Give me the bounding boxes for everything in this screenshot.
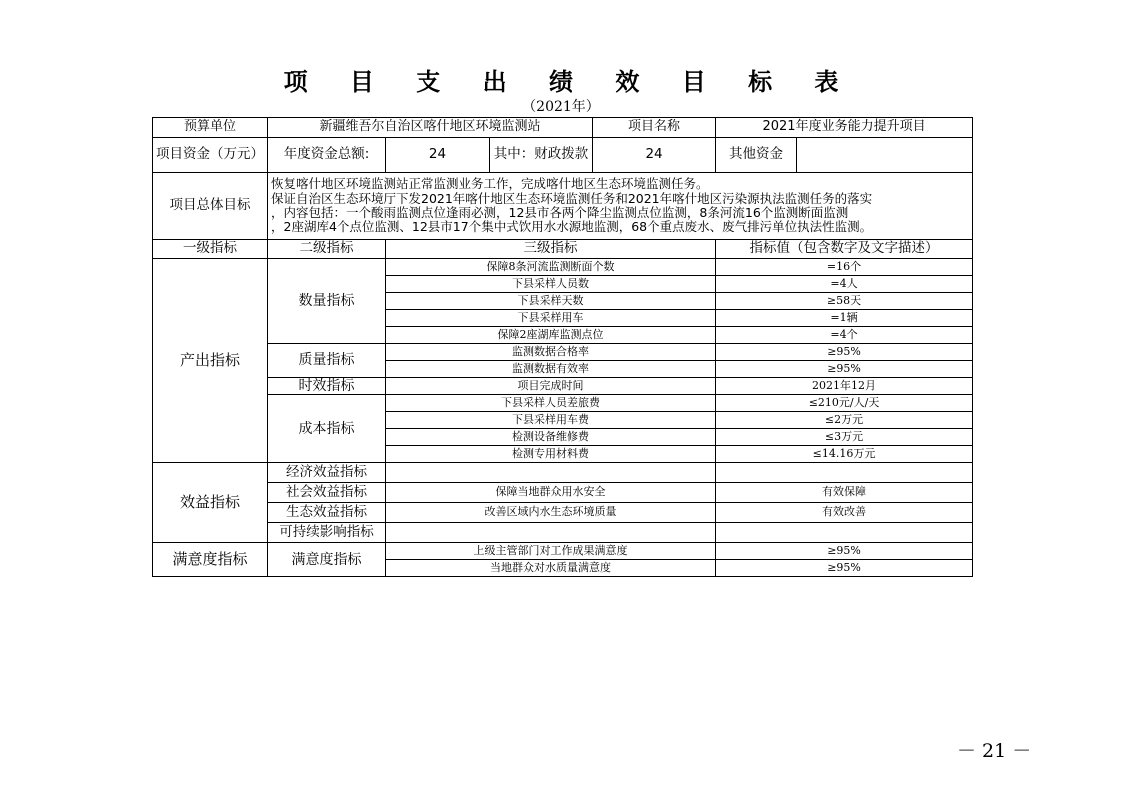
benefit-indicator-label: 效益指标: [153, 463, 268, 543]
indicator-value: ≥58天: [716, 293, 973, 310]
indicator-value: [716, 463, 973, 483]
indicator-name: 检测专用材料费: [386, 446, 716, 463]
cost-indicator-label: 成本指标: [268, 395, 386, 463]
indicator-name: 下县采样人员数: [386, 276, 716, 293]
output-indicator-label: 产出指标: [153, 259, 268, 463]
indicator-value: =1辆: [716, 310, 973, 327]
indicator-value: ≥95%: [716, 344, 973, 361]
level1-header: 一级指标: [153, 240, 268, 259]
indicator-name: [386, 463, 716, 483]
satisfaction-indicator-label: 满意度指标: [153, 543, 268, 577]
funds-row: [153, 138, 973, 173]
indicator-value: 2021年12月: [716, 378, 973, 395]
ecological-benefit-label: 生态效益指标: [268, 503, 386, 523]
fiscal-allocation-label: 其中：财政拨款: [490, 138, 593, 173]
indicator-name: 项目完成时间: [386, 378, 716, 395]
fiscal-allocation-value: 24: [593, 138, 716, 173]
indicator-name: 当地群众对水质量满意度: [386, 560, 716, 577]
table-row: [153, 344, 973, 361]
page-number: － 21 －: [957, 740, 1032, 762]
quantity-indicator-label: 数量指标: [268, 259, 386, 344]
indicator-value: ≤2万元: [716, 412, 973, 429]
indicator-name: 下县采样天数: [386, 293, 716, 310]
indicator-value: =4个: [716, 327, 973, 344]
indicator-name: 保障当地群众用水安全: [386, 483, 716, 503]
table-row: [153, 395, 973, 412]
indicator-value: ≤14.16万元: [716, 446, 973, 463]
project-name-value: 2021年度业务能力提升项目: [716, 118, 973, 138]
indicator-name: [386, 523, 716, 543]
performance-target-table: [152, 117, 973, 577]
project-name-label: 项目名称: [593, 118, 716, 138]
social-benefit-label: 社会效益指标: [268, 483, 386, 503]
goal-line: 恢复喀什地区环境监测站正常监测业务工作，完成喀什地区生态环境监测任务。: [271, 176, 709, 192]
table-row: [153, 259, 973, 276]
indicator-value: ≤3万元: [716, 429, 973, 446]
satisfaction-level2-label: 满意度指标: [268, 543, 386, 577]
indicator-name: 下县采样用车费: [386, 412, 716, 429]
level3-header: 三级指标: [386, 240, 716, 259]
indicator-name: 保障8条河流监测断面个数: [386, 259, 716, 276]
sustainable-impact-label: 可持续影响指标: [268, 523, 386, 543]
indicator-name: 改善区域内水生态环境质量: [386, 503, 716, 523]
budget-unit-label: 预算单位: [153, 118, 268, 138]
indicator-name: 监测数据有效率: [386, 361, 716, 378]
indicator-header-row: [153, 240, 973, 259]
annual-total-value: 24: [386, 138, 490, 173]
level2-header: 二级指标: [268, 240, 386, 259]
quality-indicator-label: 质量指标: [268, 344, 386, 378]
goal-line: ，2座湖库4个点位监测、12县市17个集中式饮用水水源地监测，68个重点废水、废气排污单位执法性监测。: [271, 219, 873, 235]
indicator-value: 有效保障: [716, 483, 973, 503]
table-row: [153, 483, 973, 503]
year-subtitle: （2021年）: [522, 99, 600, 115]
indicator-name: 检测设备维修费: [386, 429, 716, 446]
indicator-value: =4人: [716, 276, 973, 293]
indicator-value: 有效改善: [716, 503, 973, 523]
overall-goal-label: 项目总体目标: [153, 173, 268, 240]
other-funds-value: [797, 138, 973, 173]
indicator-name: 监测数据合格率: [386, 344, 716, 361]
overall-goal-row: [153, 173, 973, 240]
header-row: [153, 118, 973, 138]
indicator-value: ≥95%: [716, 560, 973, 577]
table-row: [153, 463, 973, 483]
indicator-value: ≥95%: [716, 543, 973, 560]
indicator-name: 下县采样人员差旅费: [386, 395, 716, 412]
indicator-name: 下县采样用车: [386, 310, 716, 327]
indicator-value: [716, 523, 973, 543]
table-row: [153, 503, 973, 523]
indicator-value: =16个: [716, 259, 973, 276]
project-funds-label: 项目资金（万元）: [153, 138, 268, 173]
indicator-name: 上级主管部门对工作成果满意度: [386, 543, 716, 560]
table-row: [153, 378, 973, 395]
goal-line: ，内容包括：一个酸雨监测点位逢雨必测，12县市各两个降尘监测点位监测，8条河流16个监测断面监测: [271, 205, 849, 220]
timeliness-indicator-label: 时效指标: [268, 378, 386, 395]
goal-line: 保证自治区生态环境厅下发2021年喀什地区生态环境监测任务和2021年喀什地区污染源执法监测任务的落实: [271, 190, 873, 206]
table-row: [153, 543, 973, 560]
economic-benefit-label: 经济效益指标: [268, 463, 386, 483]
indicator-name: 保障2座湖库监测点位: [386, 327, 716, 344]
indicator-value: ≤210元/人/天: [716, 395, 973, 412]
other-funds-label: 其他资金: [716, 138, 797, 173]
overall-goal-text: [268, 173, 973, 240]
indicator-value-header: 指标值（包含数字及文字描述）: [716, 240, 973, 259]
page-title: 项 目 支 出 绩 效 目 标 表: [283, 67, 856, 96]
budget-unit-value: 新疆维吾尔自治区喀什地区环境监测站: [268, 118, 593, 138]
indicator-value: ≥95%: [716, 361, 973, 378]
table-row: [153, 523, 973, 543]
annual-total-label: 年度资金总额:: [268, 138, 386, 173]
